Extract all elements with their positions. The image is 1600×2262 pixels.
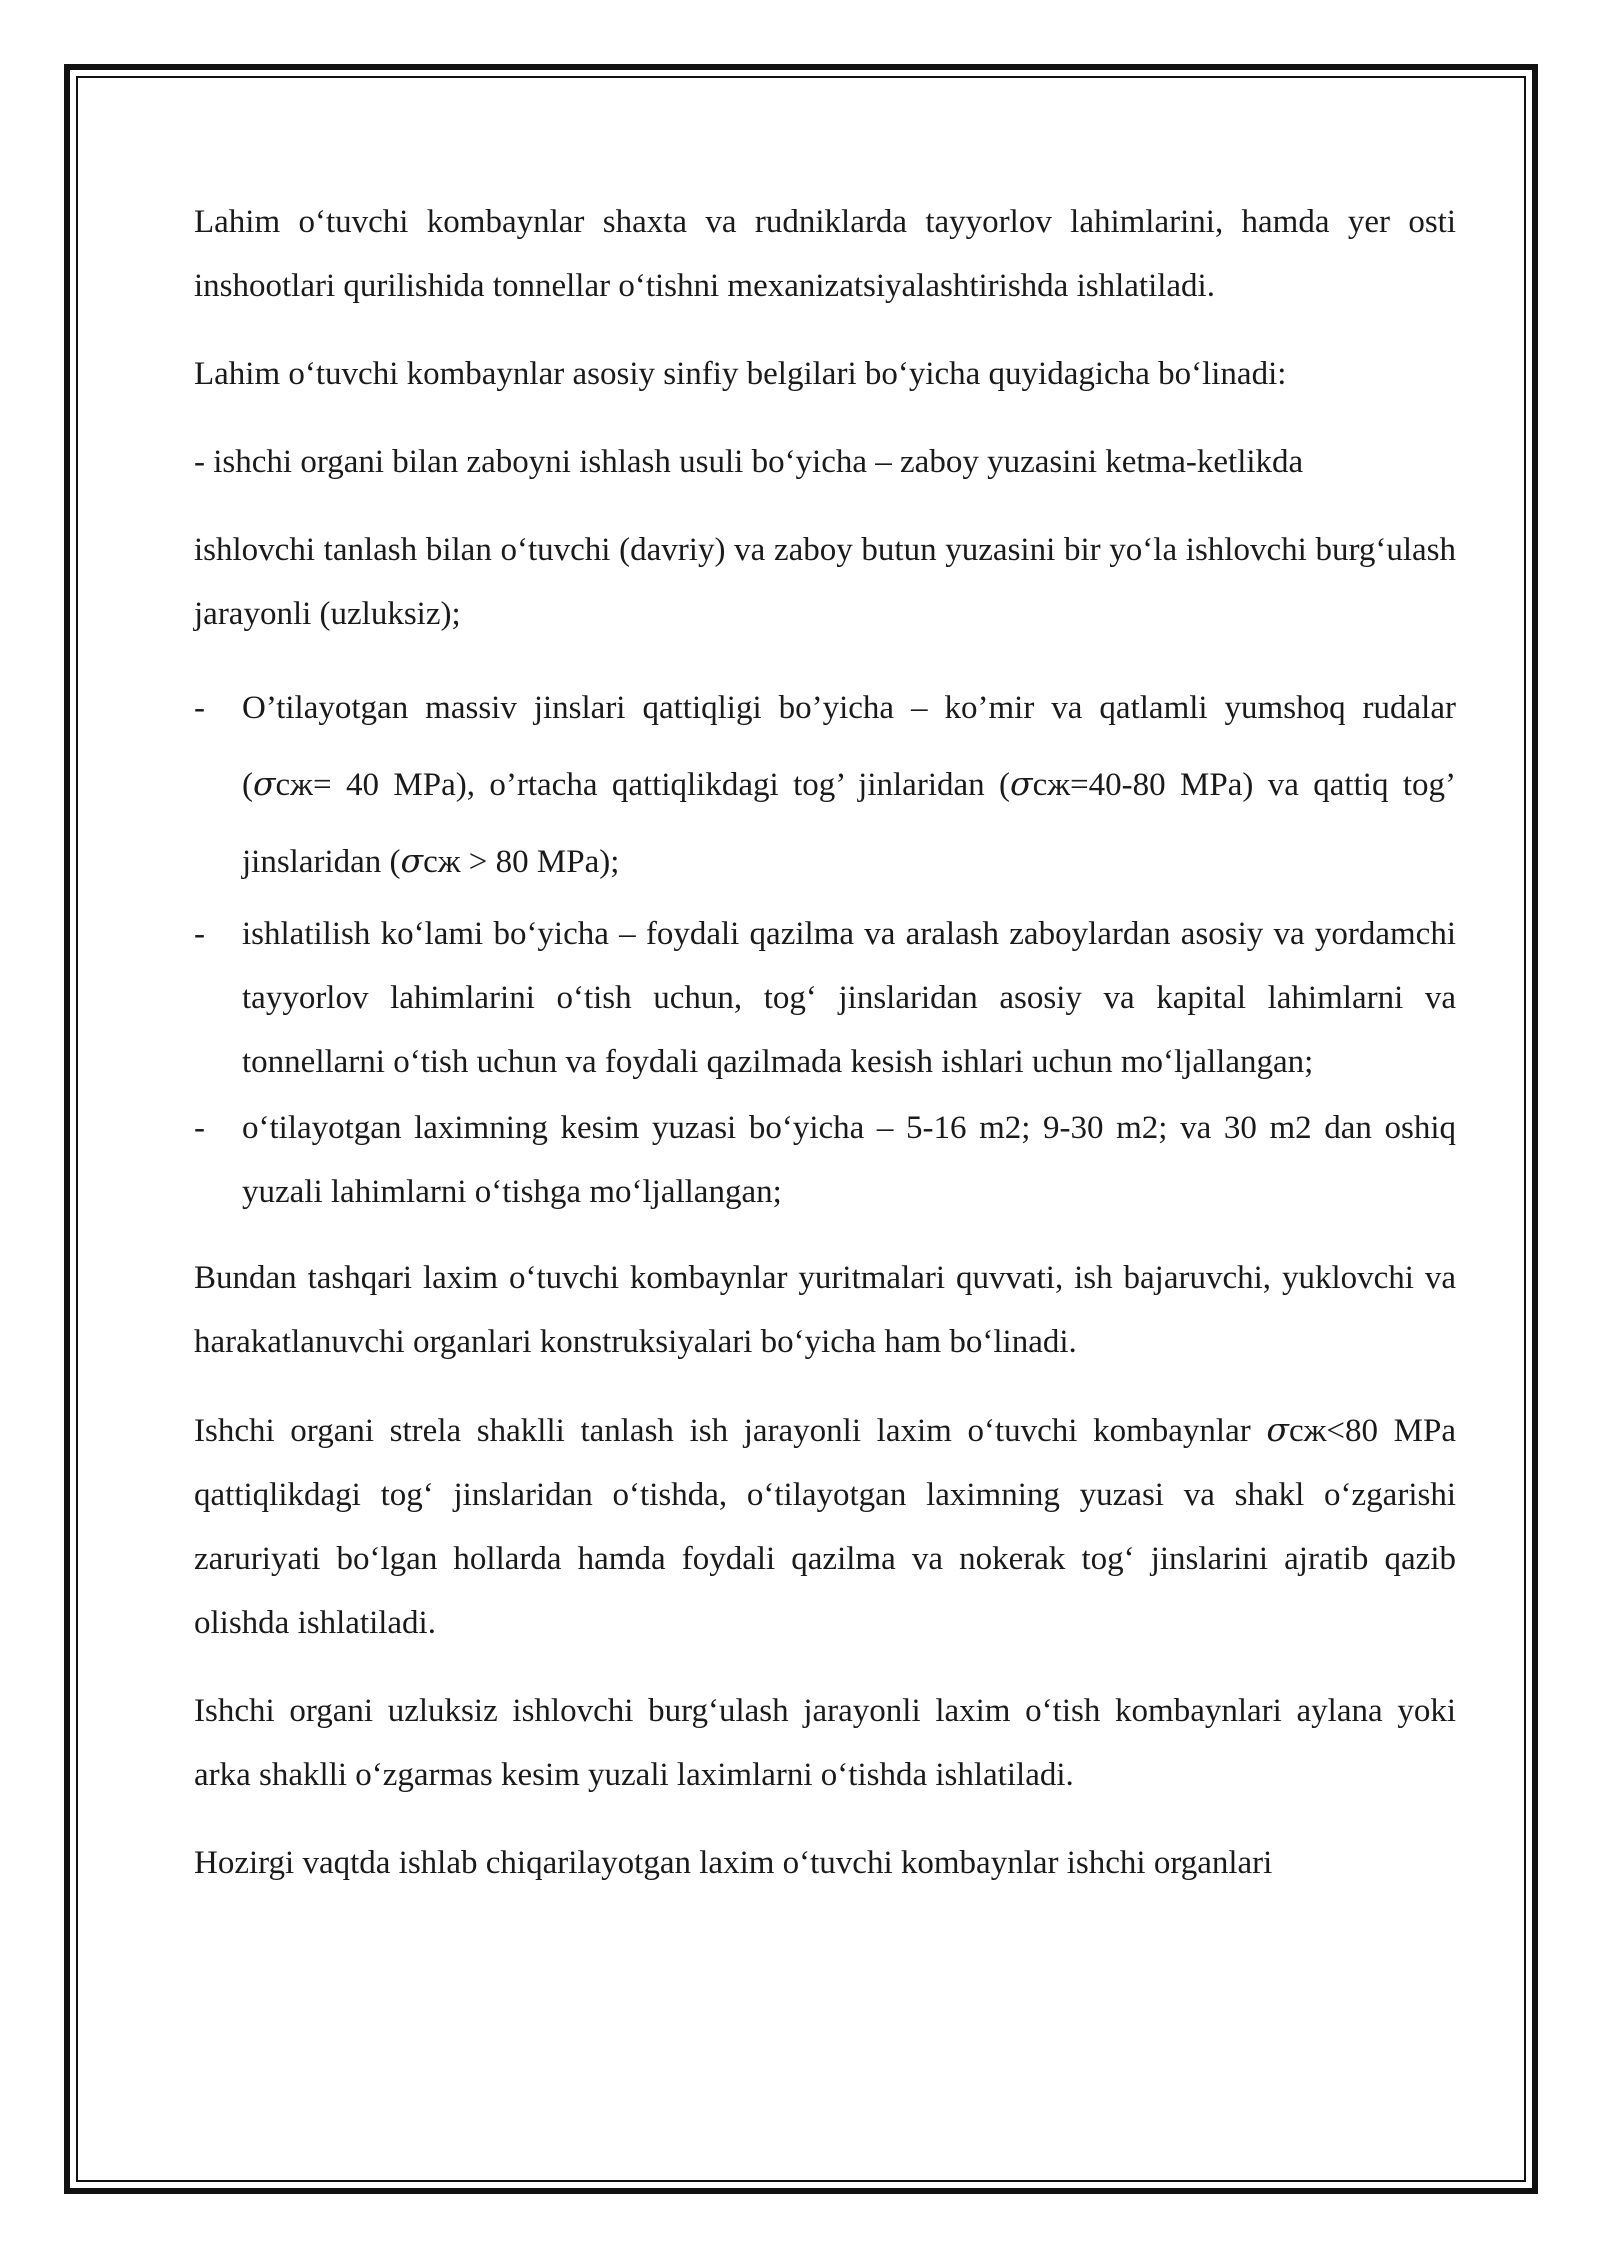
- list-item-hardness-text-d: сж > 80 MPa);: [423, 844, 620, 880]
- list-item-hardness-text-a: O’tilayotgan massiv jinslari qattiqligi bo’yicha – ko’mir va qatlamli yumshoq rudalar (: [242, 690, 1456, 803]
- sigma-symbol: σ: [1266, 1410, 1289, 1449]
- list-dash: -: [194, 1110, 205, 1146]
- paragraph-6-text-a: Ishchi organi strela shaklli tanlash ish jarayonli laxim o‘tuvchi kombaynlar: [194, 1413, 1267, 1449]
- list-item-cross-section-text: o‘tilayotgan laximning kesim yuzasi bo‘yicha – 5-16 m2; 9-30 m2; va 30 m2 dan oshiq yuzali lahimlarni o‘tishga mo‘ljallangan;: [242, 1110, 1456, 1210]
- paragraph-3: - ishchi organi bilan zaboyni ishlash usuli bo‘yicha – zaboy yuzasini ketma-ketlikda: [194, 444, 1304, 480]
- list-dash: -: [194, 690, 205, 726]
- list-item-hardness-text-c: сж=40-80 MPa) va qattiq tog’ jinslaridan (: [242, 767, 1457, 880]
- paragraph-8: Hozirgi vaqtda ishlab chiqarilayotgan laxim o‘tuvchi kombaynlar ishchi organlari: [194, 1845, 1273, 1881]
- classification-list: [194, 670, 1456, 1224]
- paragraph-7: Ishchi organi uzluksiz ishlovchi burg‘ulash jarayonli laxim o‘tish kombaynlari aylana yoki arka shaklli o‘zgarmas kesim yuzali laximlarni o‘tishda ishlatiladi.: [194, 1693, 1456, 1793]
- paragraph-2: Lahim o‘tuvchi kombaynlar asosiy sinfiy belgilari bo‘yicha quyidagicha bo‘linadi:: [194, 356, 1287, 392]
- list-item-scope: [194, 902, 1456, 1094]
- document-body: [194, 190, 1456, 1919]
- list-item-scope-text: ishlatilish ko‘lami bo‘yicha – foydali qazilma va aralash zaboylardan asosiy va yordamchi tayyorlov lahimlarini o‘tish uchun, tog‘ jinslaridan asosiy va kapital lahimlarni va tonnellarni o‘tish uchun va foydali qazilmada kesish ishlari uchun mo‘ljallangan;: [242, 916, 1456, 1080]
- sigma-symbol: σ: [1010, 764, 1033, 803]
- paragraph-4: ishlovchi tanlash bilan o‘tuvchi (davriy) va zaboy butun yuzasini bir yo‘la ishlovchi burg‘ulash jarayonli (uzluksiz);: [194, 532, 1456, 632]
- list-dash: -: [194, 916, 205, 952]
- paragraph-6: [194, 1398, 1456, 1655]
- list-item-hardness-text-b: сж= 40 MPa), o’rtacha qattiqlikdagi tog’ jinlaridan (: [275, 767, 1011, 803]
- paragraph-6-text-b: сж<80 MPa qattiqlikdagi tog‘ jinslaridan o‘tishda, o‘tilayotgan laximning yuzasi va shakl o‘zgarishi zaruriyati bo‘lgan hollarda hamda foydali qazilma va nokerak tog‘ jinslarini ajratib qazib olishda ishlatiladi.: [194, 1413, 1456, 1641]
- list-item-hardness: [194, 670, 1456, 900]
- sigma-symbol: σ: [400, 841, 424, 880]
- sigma-symbol: σ: [253, 764, 276, 803]
- list-item-cross-section: [194, 1096, 1456, 1224]
- paragraph-5: Bundan tashqari laxim o‘tuvchi kombaynlar yuritmalari quvvati, ish bajaruvchi, yuklovchi va harakatlanuvchi organlari konstruksiyalari bo‘yicha ham bo‘linadi.: [194, 1260, 1456, 1360]
- paragraph-1: Lahim o‘tuvchi kombaynlar shaxta va rudniklarda tayyorlov lahimlarini, hamda yer osti inshootlari qurilishida tonnellar o‘tishni mexanizatsiyalashtirishda ishlatiladi.: [194, 204, 1456, 304]
